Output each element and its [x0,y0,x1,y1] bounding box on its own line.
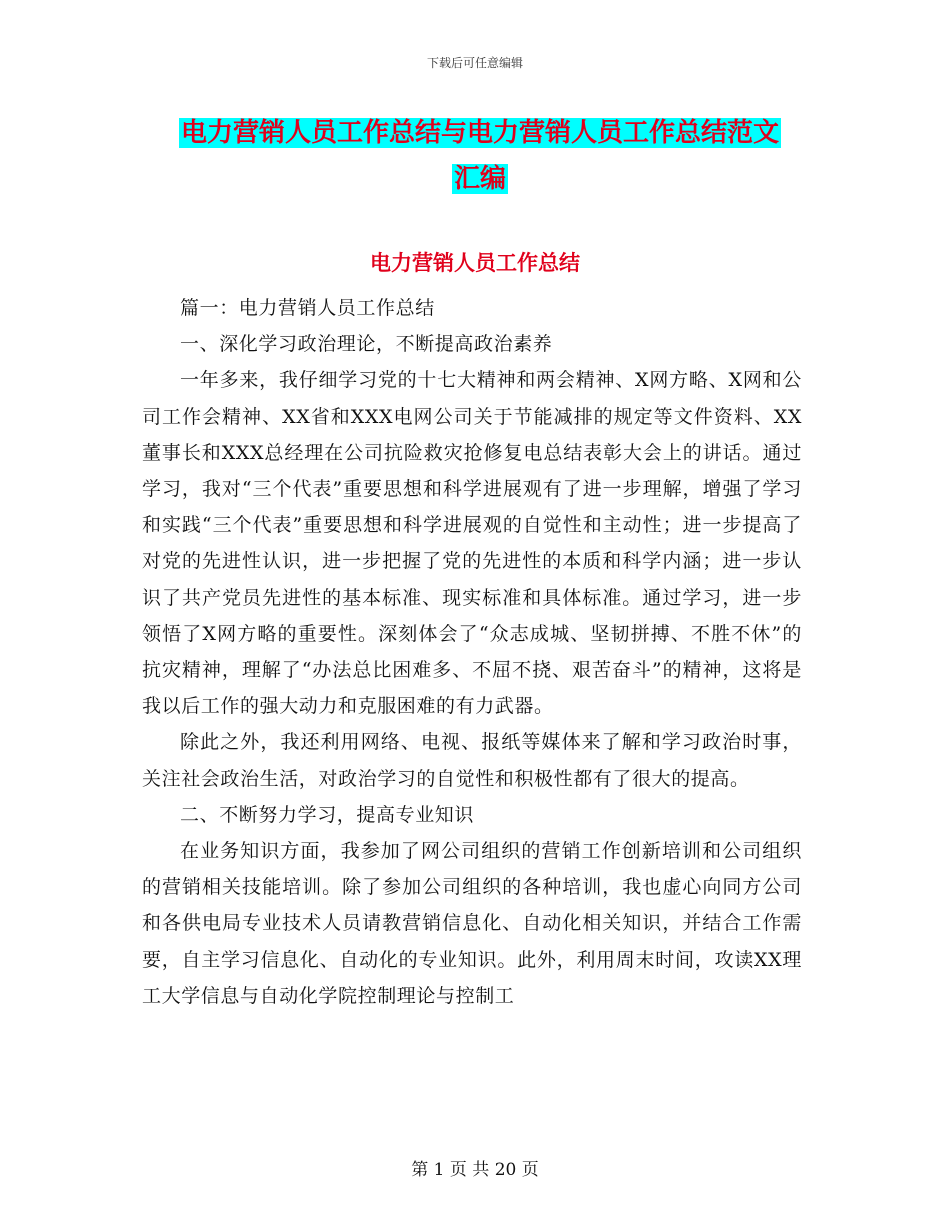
paragraph: 一年多来，我仔细学习党的十七大精神和两会精神、X网方略、X网和公司工作会精神、XX省和XXX电网公司关于节能减排的规定等文件资料、XX董事长和XXX总经理在公司抗险救灾抢修复电总结表彰大会上的讲话。通过学习，我对“三个代表”重要思想和科学进展观有了进一步理解，增强了学习和实践“三个代表”重要思想和科学进展观的自觉性和主动性；进一步提高了对党的先进性认识，进一步把握了党的先进性的本质和科学内涵；进一步认识了共产党员先进性的基本标准、现实标准和具体标准。通过学习，进一步领悟了X网方略的重要性。深刻体会了“众志成城、坚韧拼搏、不胜不休”的抗灾精神，理解了“办法总比困难多、不屈不挠、艰苦奋斗”的精神，这将是我以后工作的强大动力和克服困难的有力武器。 [142,369,802,718]
document-title-line-2: 汇编 [453,164,506,194]
paragraph: 在业务知识方面，我参加了网公司组织的营销工作创新培训和公司组织的营销相关技能培训。除了参加公司组织的各种培训，我也虚心向同方公司和各供电局专业技术人员请教营销信息化、自动化相关知识，并结合工作需要，自主学习信息化、自动化的专业知识。此外，利用周末时间，攻读XX理工大学信息与自动化学院控制理论与控制工 [142,840,802,1007]
paragraph-chapter-heading: 篇一：电力营销人员工作总结 [180,297,435,319]
document-title [140,110,820,202]
header-note: 下载后可任意编辑 [426,56,523,70]
page-footer: 第 1 页 共 20 页 [411,1160,539,1180]
paragraph-heading-2: 二、不断努力学习，提高专业知识 [180,803,475,826]
body-text [142,290,802,1014]
paragraph: 除此之外，我还利用网络、电视、报纸等媒体来了解和学习政治时事，关注社会政治生活，对政治学习的自觉性和积极性都有了很大的提高。 [142,731,802,790]
paragraph-heading-1: 一、深化学习政治理论，不断提高政治素养 [180,333,553,356]
document-title-line-1: 电力营销人员工作总结与电力营销人员工作总结范文 [180,118,779,148]
section-title: 电力营销人员工作总结 [370,251,580,275]
